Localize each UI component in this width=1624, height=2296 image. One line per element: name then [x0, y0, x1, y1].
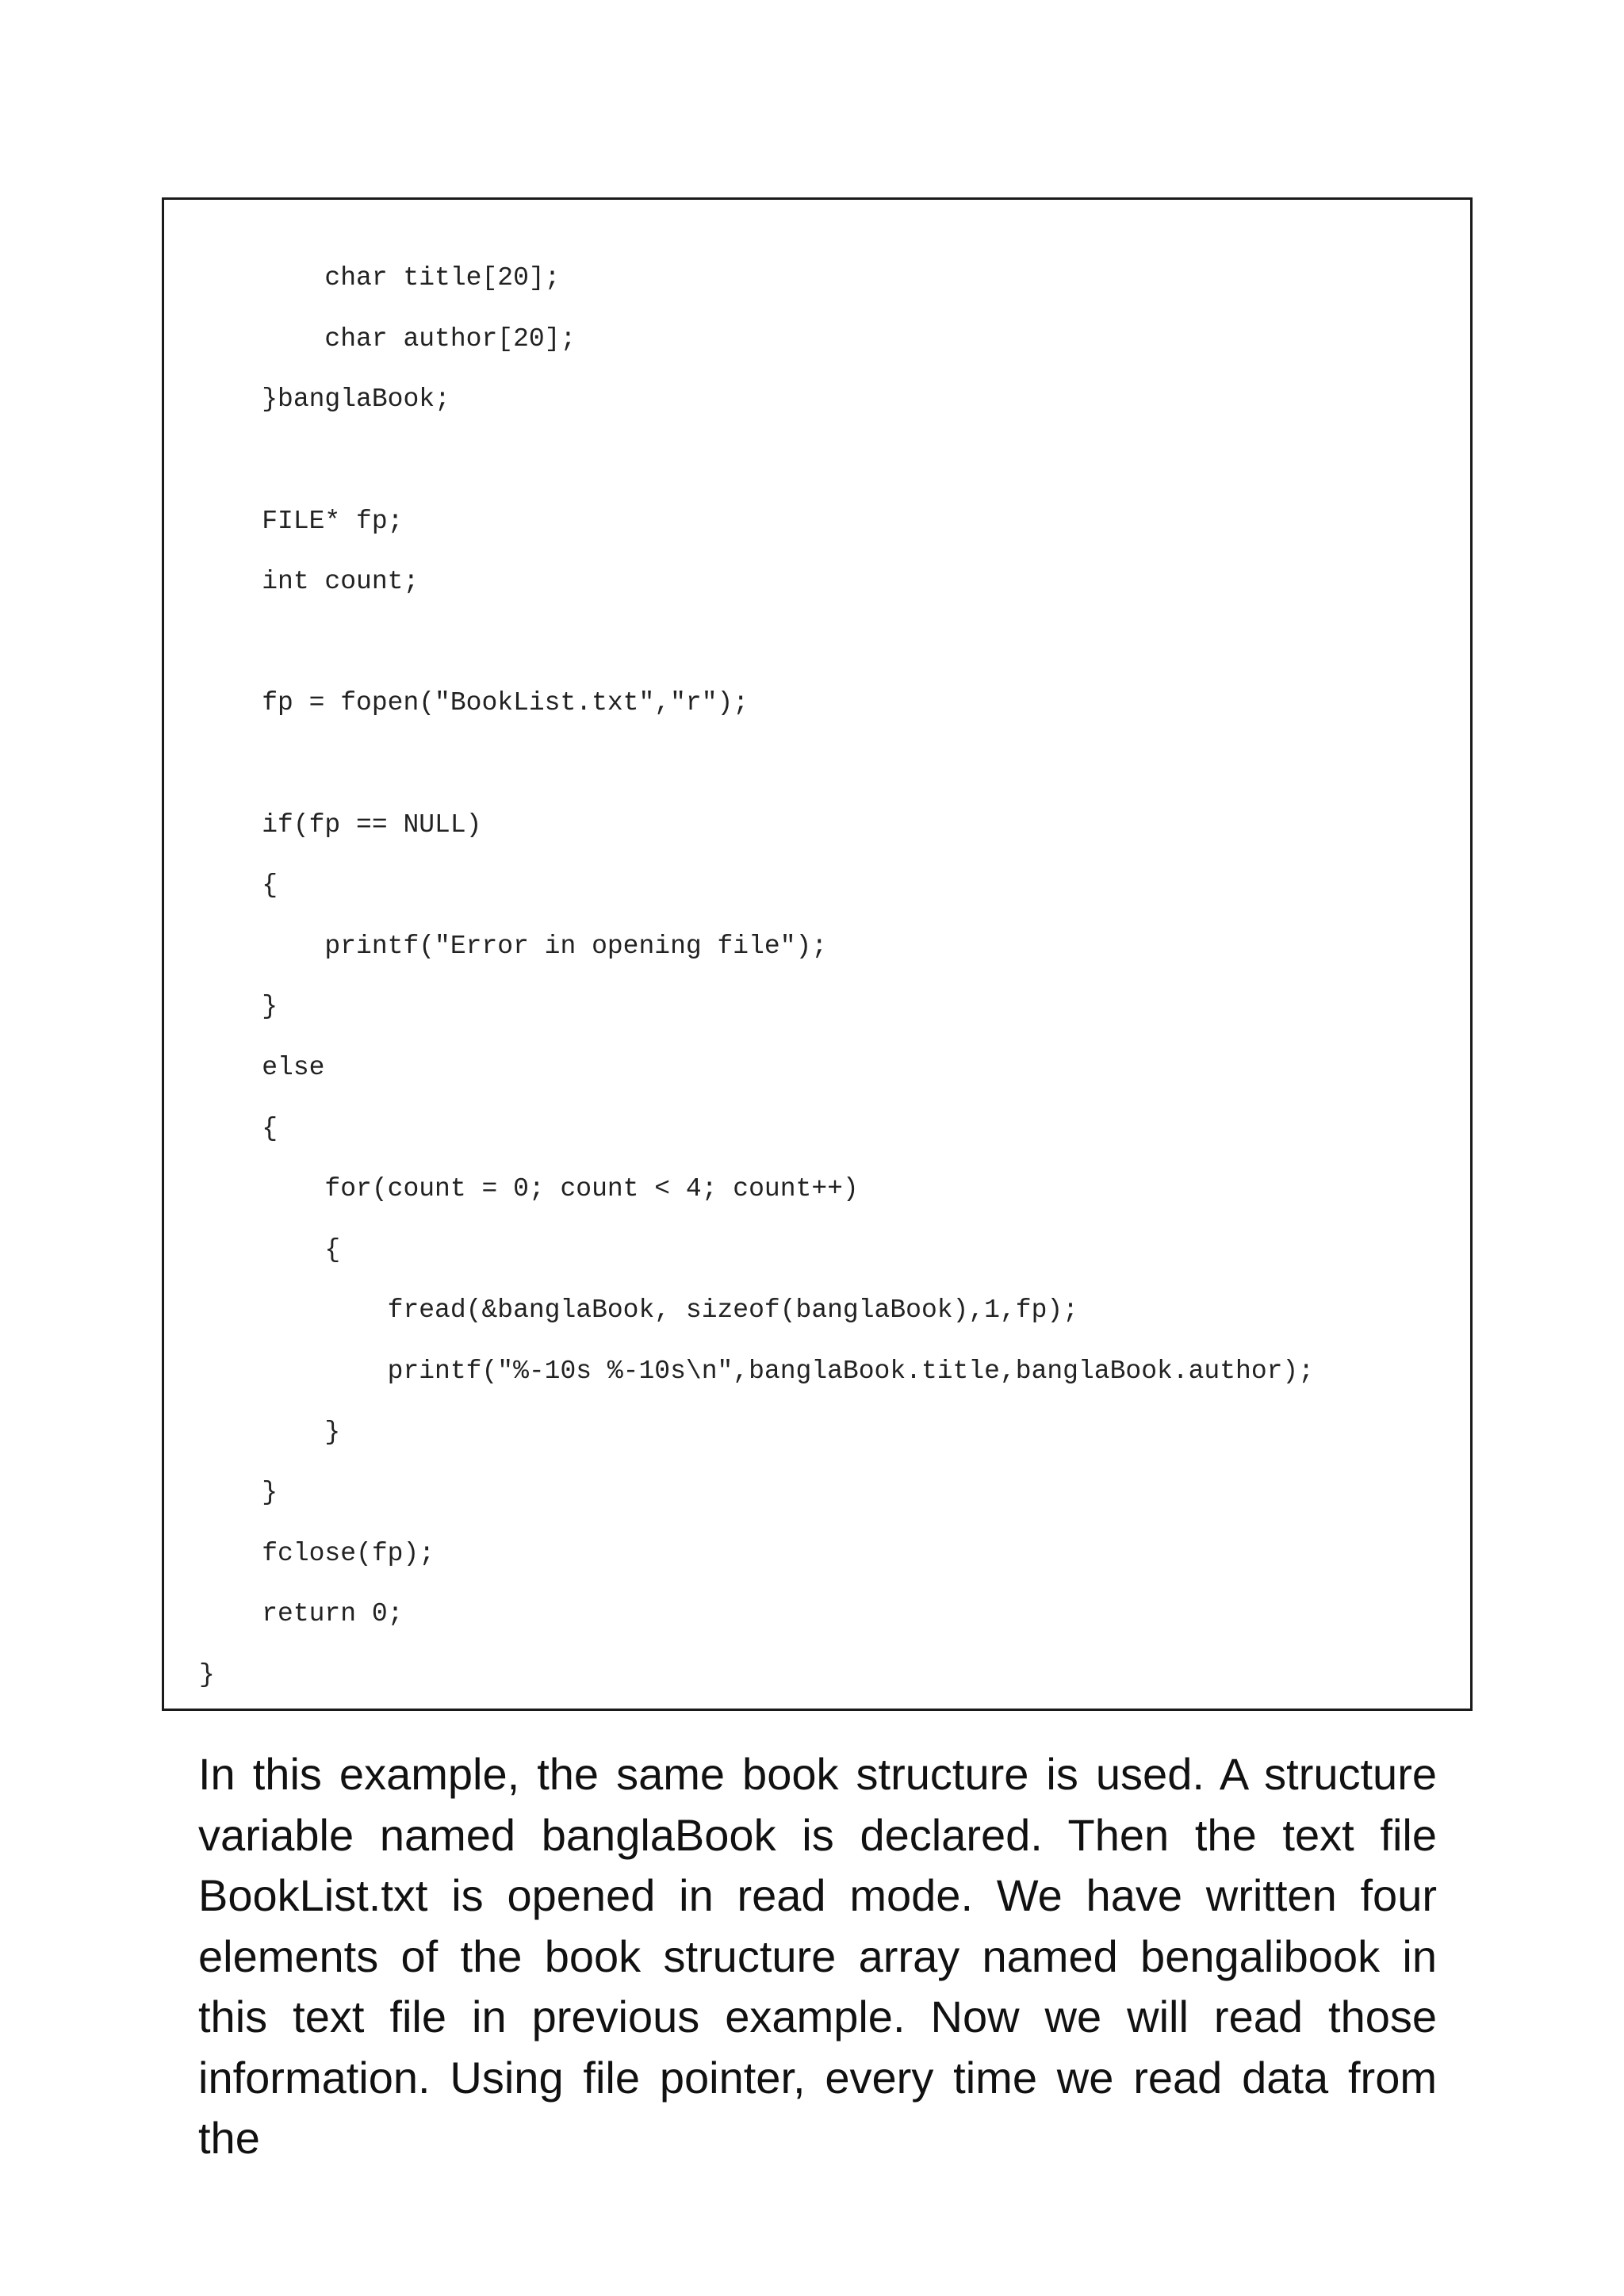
code-line: int count;: [199, 567, 419, 596]
code-line: {: [199, 1114, 278, 1143]
code-line: }: [199, 992, 278, 1021]
code-line: for(count = 0; count < 4; count++): [199, 1174, 859, 1203]
code-line: fread(&banglaBook, sizeof(banglaBook),1,fp);: [199, 1295, 1078, 1325]
code-line: printf("Error in opening file");: [199, 932, 828, 961]
code-line: char author[20];: [199, 324, 576, 354]
code-line: {: [199, 1235, 341, 1265]
code-line: printf("%-10s %-10s\n",banglaBook.title,banglaBook.author);: [199, 1357, 1315, 1386]
code-line: return 0;: [199, 1599, 404, 1628]
code-line: {: [199, 871, 278, 900]
code-line: }: [199, 1418, 341, 1447]
code-line: }: [199, 1478, 278, 1507]
body-paragraph: In this example, the same book structure is used. A structure variable named banglaBook is declared. Then the text file BookList.txt is opened in read mode. We have written four elements of the book structure array named bengalibook in this text file in previous example. Now we will read those information. Using file pointer, every time we read data from the: [198, 1749, 1437, 2163]
code-line: else: [199, 1053, 325, 1082]
code-line: char title[20];: [199, 263, 561, 293]
code-line: fp = fopen("BookList.txt","r");: [199, 688, 749, 718]
code-line: if(fp == NULL): [199, 810, 482, 840]
code-block: [162, 197, 1473, 1711]
code-line: fclose(fp);: [199, 1539, 435, 1568]
code-line: }: [199, 1660, 215, 1689]
code-line: }banglaBook;: [199, 385, 450, 414]
code-line: FILE* fp;: [199, 507, 404, 536]
